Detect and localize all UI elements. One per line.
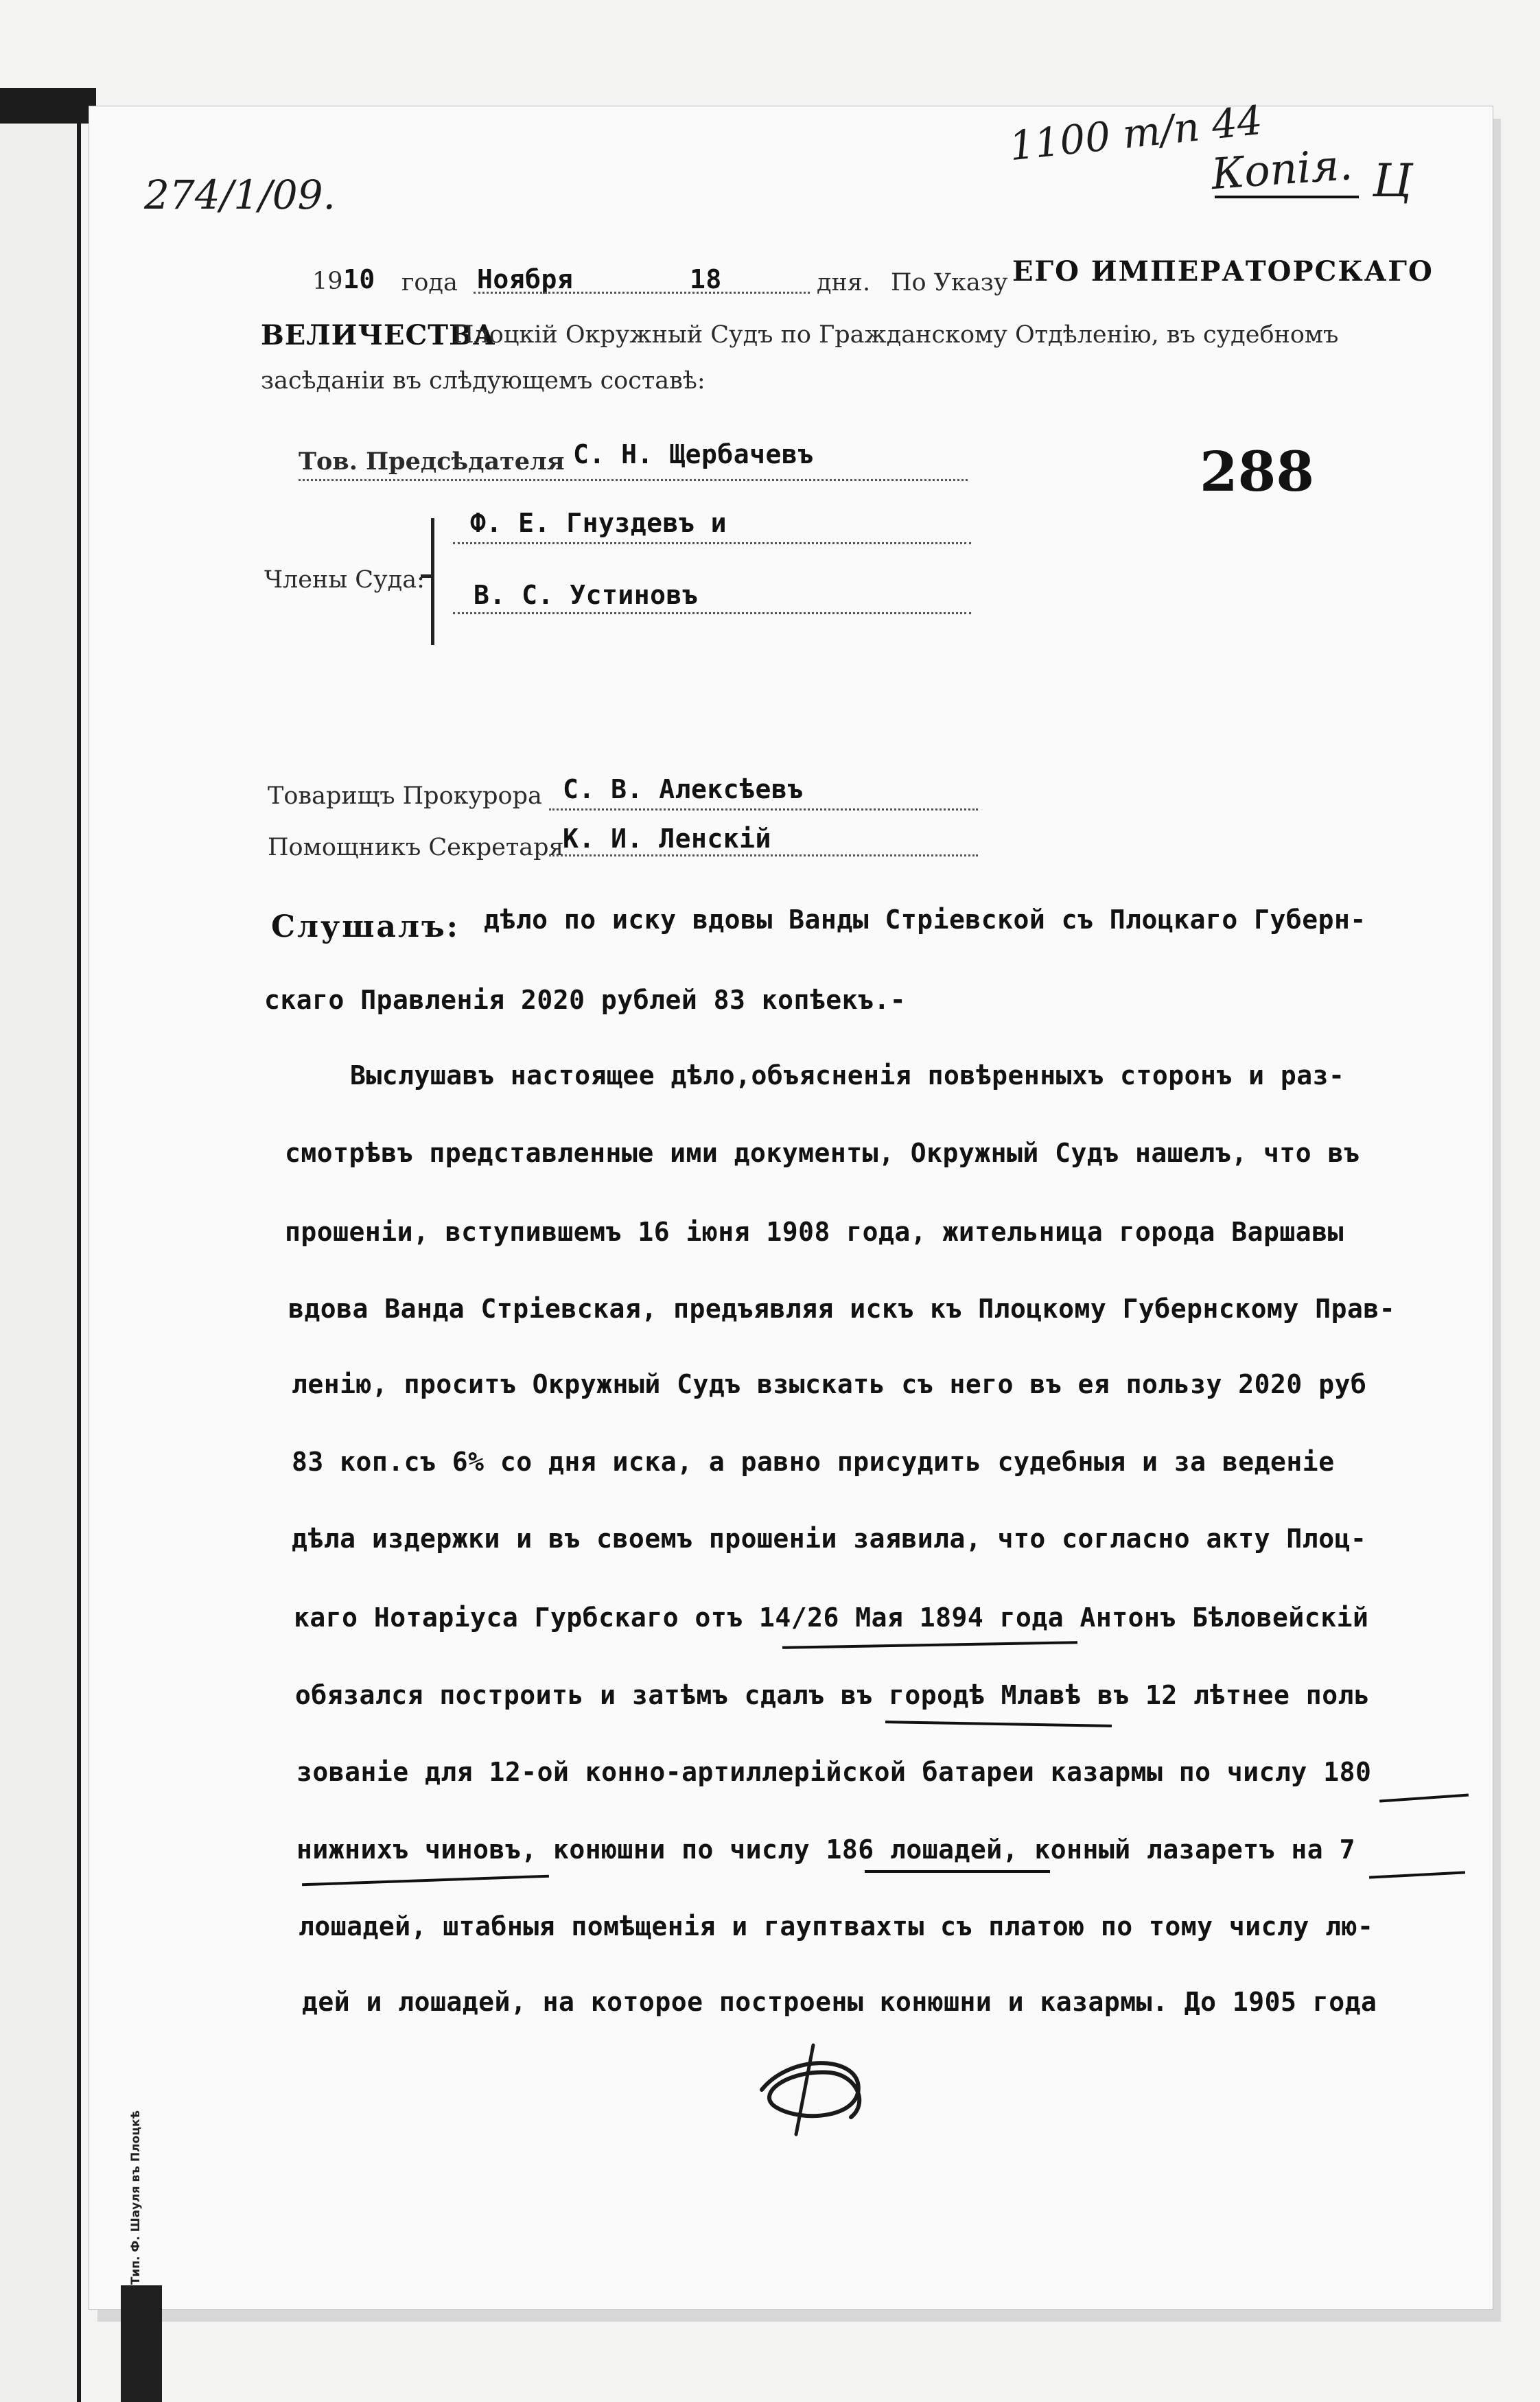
signature-flourish [748, 2042, 878, 2138]
chairman-dotted-line [299, 479, 968, 481]
body-line: дѣла издержки и въ своемъ прошеніи заявила, что согласно акту Плоц- [292, 1524, 1367, 1554]
members-label: Члены Суда: [264, 566, 425, 594]
body-line: обязался построить и затѣмъ сдалъ въ городѣ Млавѣ въ 12 лѣтнее поль [295, 1680, 1370, 1710]
body-line: ленію, проситъ Окружный Судъ взыскать съ него въ ея пользу 2020 руб [292, 1369, 1367, 1399]
session-month: Ноября [477, 264, 574, 294]
top-right-handwritten-note: 1100 т/п 44 [1007, 96, 1265, 170]
binding-clip [0, 88, 96, 124]
body-line: дей и лошадей, на которое построены конюшни и казармы. До 1905 года [302, 1987, 1377, 2017]
chairman-label: Тов. Предсѣдателя [299, 447, 565, 476]
copy-mark-underline [1215, 196, 1359, 198]
body-line: лошадей, штабныя помѣщенія и гауптвахты съ платою по тому числу лю- [299, 1911, 1374, 1942]
secretary-name: К. И. Ленскій [563, 824, 771, 854]
member-2: В. С. Устиновъ [474, 580, 699, 610]
chairman-name: С. Н. Щербачевъ [573, 439, 814, 469]
heard-line-2: скаго Правленія 2020 рублей 83 копѣекъ.- [264, 985, 907, 1015]
members-brace [431, 518, 451, 645]
copy-mark-handwritten: Копія. [1209, 139, 1355, 200]
year-suffix: 10 [343, 264, 375, 294]
secretary-label: Помощникъ Секретаря [268, 834, 564, 861]
body-line: вдова Ванда Стріевская, предъявляя искъ къ Плоцкому Губернскому Прав- [288, 1294, 1396, 1324]
day-word: дня. [817, 269, 871, 296]
adjacent-page-edge [0, 96, 81, 2402]
printer-imprint: Тип. Ф. Шауля въ Плоцкѣ [129, 2110, 143, 2285]
member-2-dotted-line [453, 612, 971, 614]
body-line: каго Нотаріуса Гурбскаго отъ 14/26 Мая 1894 года Антонъ Бѣловейскій [294, 1602, 1369, 1633]
body-line: зованіе для 12-ой конно-артиллерійской батареи казармы по числу 180 [296, 1757, 1372, 1787]
body-line: 83 коп.съ 6% со дня иска, а равно присудить судебныя и за веденіе [292, 1447, 1335, 1477]
date-dotted-line [474, 292, 810, 294]
prosecutor-dotted-line [549, 808, 978, 811]
session-day: 18 [690, 264, 722, 294]
file-reference-handwritten: 274/1/09. [144, 172, 336, 218]
member-1-dotted-line [453, 542, 971, 544]
heard-line-1: дѣло по иску вдовы Ванды Стріевской съ Плоцкаго Губерн- [484, 905, 1366, 935]
decree-prefix: По Указу [891, 269, 1008, 296]
secretary-dotted-line [549, 854, 978, 856]
prosecutor-name: С. В. Алексѣевъ [563, 774, 804, 804]
court-line: Плоцкій Окружный Судъ по Гражданскому Отдѣленію, въ судебномъ [453, 321, 1339, 349]
heard-label: Слушалъ: [271, 909, 460, 944]
body-line: смотрѣвъ представленные ими документы, Окружный Судъ нашелъ, что въ [285, 1138, 1360, 1168]
binding-shadow [121, 2285, 162, 2402]
imperial-title-1: ЕГО ИМПЕРАТОРСКАГО [1012, 255, 1434, 288]
body-line: Выслушавъ настоящее дѣло,объясненія повѣренныхъ сторонъ и раз- [350, 1060, 1345, 1091]
body-line: нижнихъ чиновъ, конюшни по числу 186 лошадей, конный лазаретъ на 7 [296, 1834, 1355, 1865]
pen-underline [865, 1870, 1050, 1873]
document-sheet [89, 106, 1493, 2309]
year-word: года [401, 269, 458, 296]
copy-tick-handwritten: Ц [1373, 154, 1412, 207]
member-1: Ф. Е. Гнуздевъ и [470, 508, 727, 538]
body-line: прошеніи, вступившемъ 16 іюня 1908 года, жительница города Варшавы [285, 1217, 1344, 1247]
session-composition-line: засѣданіи въ слѣдующемъ составѣ: [261, 367, 705, 395]
year-prefix: 19 [312, 268, 343, 295]
case-number: 288 [1200, 439, 1314, 504]
imperial-title-2: ВЕЛИЧЕСТВА [261, 319, 496, 351]
prosecutor-label: Товарищъ Прокурора [268, 782, 542, 810]
